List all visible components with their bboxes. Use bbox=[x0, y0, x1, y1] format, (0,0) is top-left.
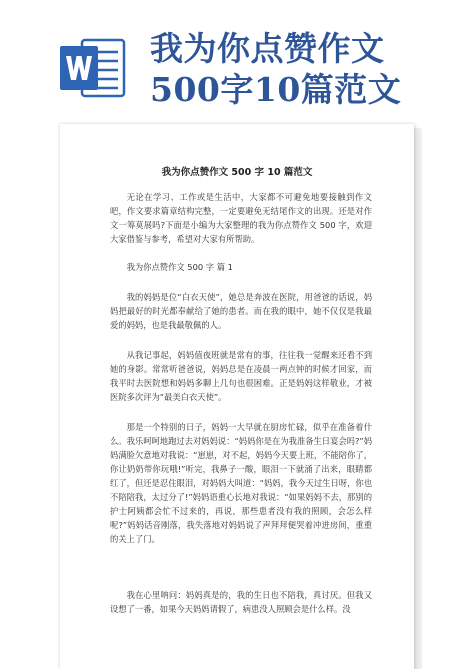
body-paragraph-3: 那是一个特别的日子，妈妈一大早就在厨房忙碌，似乎在准备着什么。我乐呵呵地跑过去对妈妈说：“妈妈你是在为我准备生日宴会吗?”妈妈满脸欠意地对我说：“崽崽，对不起，妈妈今天要上班，不能陪你了，你让奶奶带你玩哦!”听完，我鼻子一酸，眼泪一下就涌了出来，眼睛都红了，但还是忍住眼泪，对妈妈大叫道：“妈妈，我今天过生日呀，你也不陪陪我，太过分了!”妈妈语重心长地对我说：“如果妈妈不去，那别的护士阿姨都会忙不过来的，再说，那些患者没有我的照顾，会怎么样呢?”妈妈话音刚落，我失落地对妈妈说了声拜拜便哭着冲进房间，重重的关上了门。 bbox=[110, 422, 372, 544]
body-paragraph-2: 从我记事起，妈妈值夜班就是常有的事，往往我一觉醒来还看不到她的身影。常常听爸爸说，妈妈总是在凌晨一两点钟的时候才回家，而我平时去医院想和妈妈多聊上几句也很困难。正是妈妈这样敬业，才被医院多次评为“最美白衣天使”。 bbox=[110, 350, 372, 402]
banner-header bbox=[0, 0, 474, 120]
document-page bbox=[60, 124, 414, 669]
body-paragraph-1: 我的妈妈是位“白衣天使”，她总是奔波在医院，用爸爸的话说，妈妈把最好的时光都奉献给了她的患者。而在我的眼中，她不仅仅是我最爱的妈妈，也是我最敬佩的人。 bbox=[110, 292, 372, 330]
section-heading: 我为你点赞作文 500 字 篇 1 bbox=[126, 262, 233, 272]
intro-paragraph: 无论在学习、工作或是生活中，大家都不可避免地要接触到作文吧，作文要求篇章结构完整，一定要避免无结尾作文的出现。还是对作文一筹莫展吗?下面是小编为大家整理的我为你点赞作文 500 字，欢迎大家借鉴与参考，希望对大家有所帮助。 bbox=[110, 192, 372, 244]
body-paragraph-4: 我在心里呐问：妈妈真是的，我的生日也不陪我，真讨厌。但我又设想了一番，如果今天妈妈请假了，病患没人照顾会是什么样。没 bbox=[110, 590, 372, 614]
banner-title: 我为你点赞作文500字10篇范文 bbox=[150, 29, 402, 109]
word-document-icon bbox=[60, 38, 126, 98]
document-title: 我为你点赞作文 500 字 10 篇范文 bbox=[161, 167, 313, 178]
